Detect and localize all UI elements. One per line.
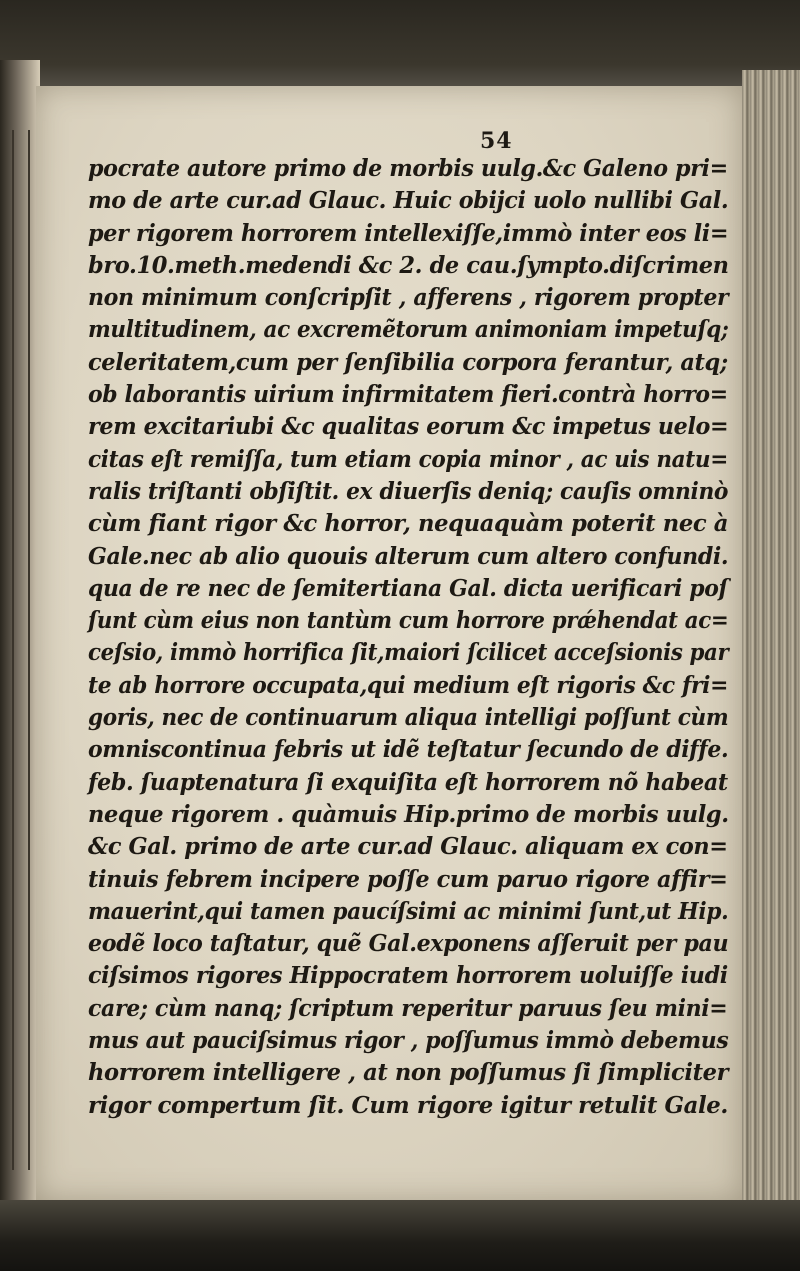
text-line: multitudinem, ac excremẽtorum animoniam impetuſq; (88, 315, 729, 344)
text-line: citas eſt remiſſa, tum etiam copia minor , ac uis natu= (88, 444, 728, 473)
text-line: non minimum conſcripſit , afferens , rigorem propter (88, 283, 729, 312)
text-line: celeritatem,cum per ſenſibilia corpora ferantur, atq; (88, 347, 728, 376)
book-binding-edge (0, 60, 40, 1210)
body-text (88, 152, 728, 1121)
text-line: bro.10.meth.medendi &c 2. de cau.ſympto.diſcrimen (88, 250, 729, 279)
text-line: ralis triſtanti obſiſtit. ex diuerſis deniq; cauſis omninò (88, 476, 729, 505)
text-line: qua de re nec de ſemitertiana Gal. dicta uerificari poſ (88, 573, 728, 602)
text-line: tinuis febrem incipere poſſe cum paruo rigore affir= (88, 864, 728, 893)
text-line: cùm fiant rigor &c horror, nequaquàm poterit nec à (88, 509, 729, 538)
text-line: Gale.nec ab alio quouis alterum cum altero confundi. (88, 541, 729, 570)
text-line: goris, nec de continuarum aliqua intelligi poſſunt cùm (88, 703, 729, 732)
text-line: neque rigorem . quàmuis Hip.primo de morbis uulg. (88, 799, 729, 828)
text-line: rem excitariubi &c qualitas eorum &c impetus uelo= (88, 412, 729, 441)
scan-top-shadow (0, 0, 800, 92)
text-line: ob laborantis uirium infirmitatem fieri.contrà horro= (88, 380, 728, 409)
text-line: mus aut pauciſsimus rigor , poſſumus immò debemus (88, 1026, 729, 1055)
text-line: feb. ſuaptenatura ſi exquiſita eſt horrorem nõ habeat (88, 767, 728, 796)
binding-rule (12, 130, 14, 1170)
text-line: omniscontinua febris ut idẽ teſtatur ſecundo de diffe. (88, 735, 729, 764)
text-line: ceſsio, immò horrifica ſit,maiori ſcilicet acceſsionis par (88, 638, 729, 667)
text-line: ſunt cùm eius non tantùm cum horrore prǽhendat ac= (88, 606, 729, 635)
text-line: &c Gal. primo de arte cur.ad Glauc. aliquam ex con= (88, 832, 728, 861)
text-line: horrorem intelligere , at non poſſumus ſi ſimpliciter (88, 1058, 729, 1087)
text-line: per rigorem horrorem intellexiſſe,immò inter eos li= (88, 218, 729, 247)
text-line: te ab horrore occupata,qui medium eſt rigoris &c fri= (88, 670, 728, 699)
text-line: eodẽ loco taſtatur, quẽ Gal.exponens aſſeruit per pau (88, 929, 729, 958)
text-line: mauerint,qui tamen paucíſsimi ac minimi ſunt,ut Hip. (88, 896, 729, 925)
page-number: 54 (480, 128, 513, 154)
binding-rule (28, 130, 30, 1170)
text-line: care; cùm nanq; ſcriptum reperitur paruus ſeu mini= (88, 993, 728, 1022)
text-line: mo de arte cur.ad Glauc. Huic obijci uolo nullibi Gal. (88, 186, 729, 215)
text-line: pocrate autore primo de morbis uulg.&c Galeno pri= (88, 154, 728, 182)
text-line: ciſsimos rigores Hippocratem horrorem uoluiſſe iudi (88, 961, 728, 990)
text-line: rigor compertum ſit. Cum rigore igitur retulit Gale. (88, 1090, 728, 1119)
page-stack-edge (742, 70, 800, 1230)
scan-bottom-shadow (0, 1200, 800, 1271)
